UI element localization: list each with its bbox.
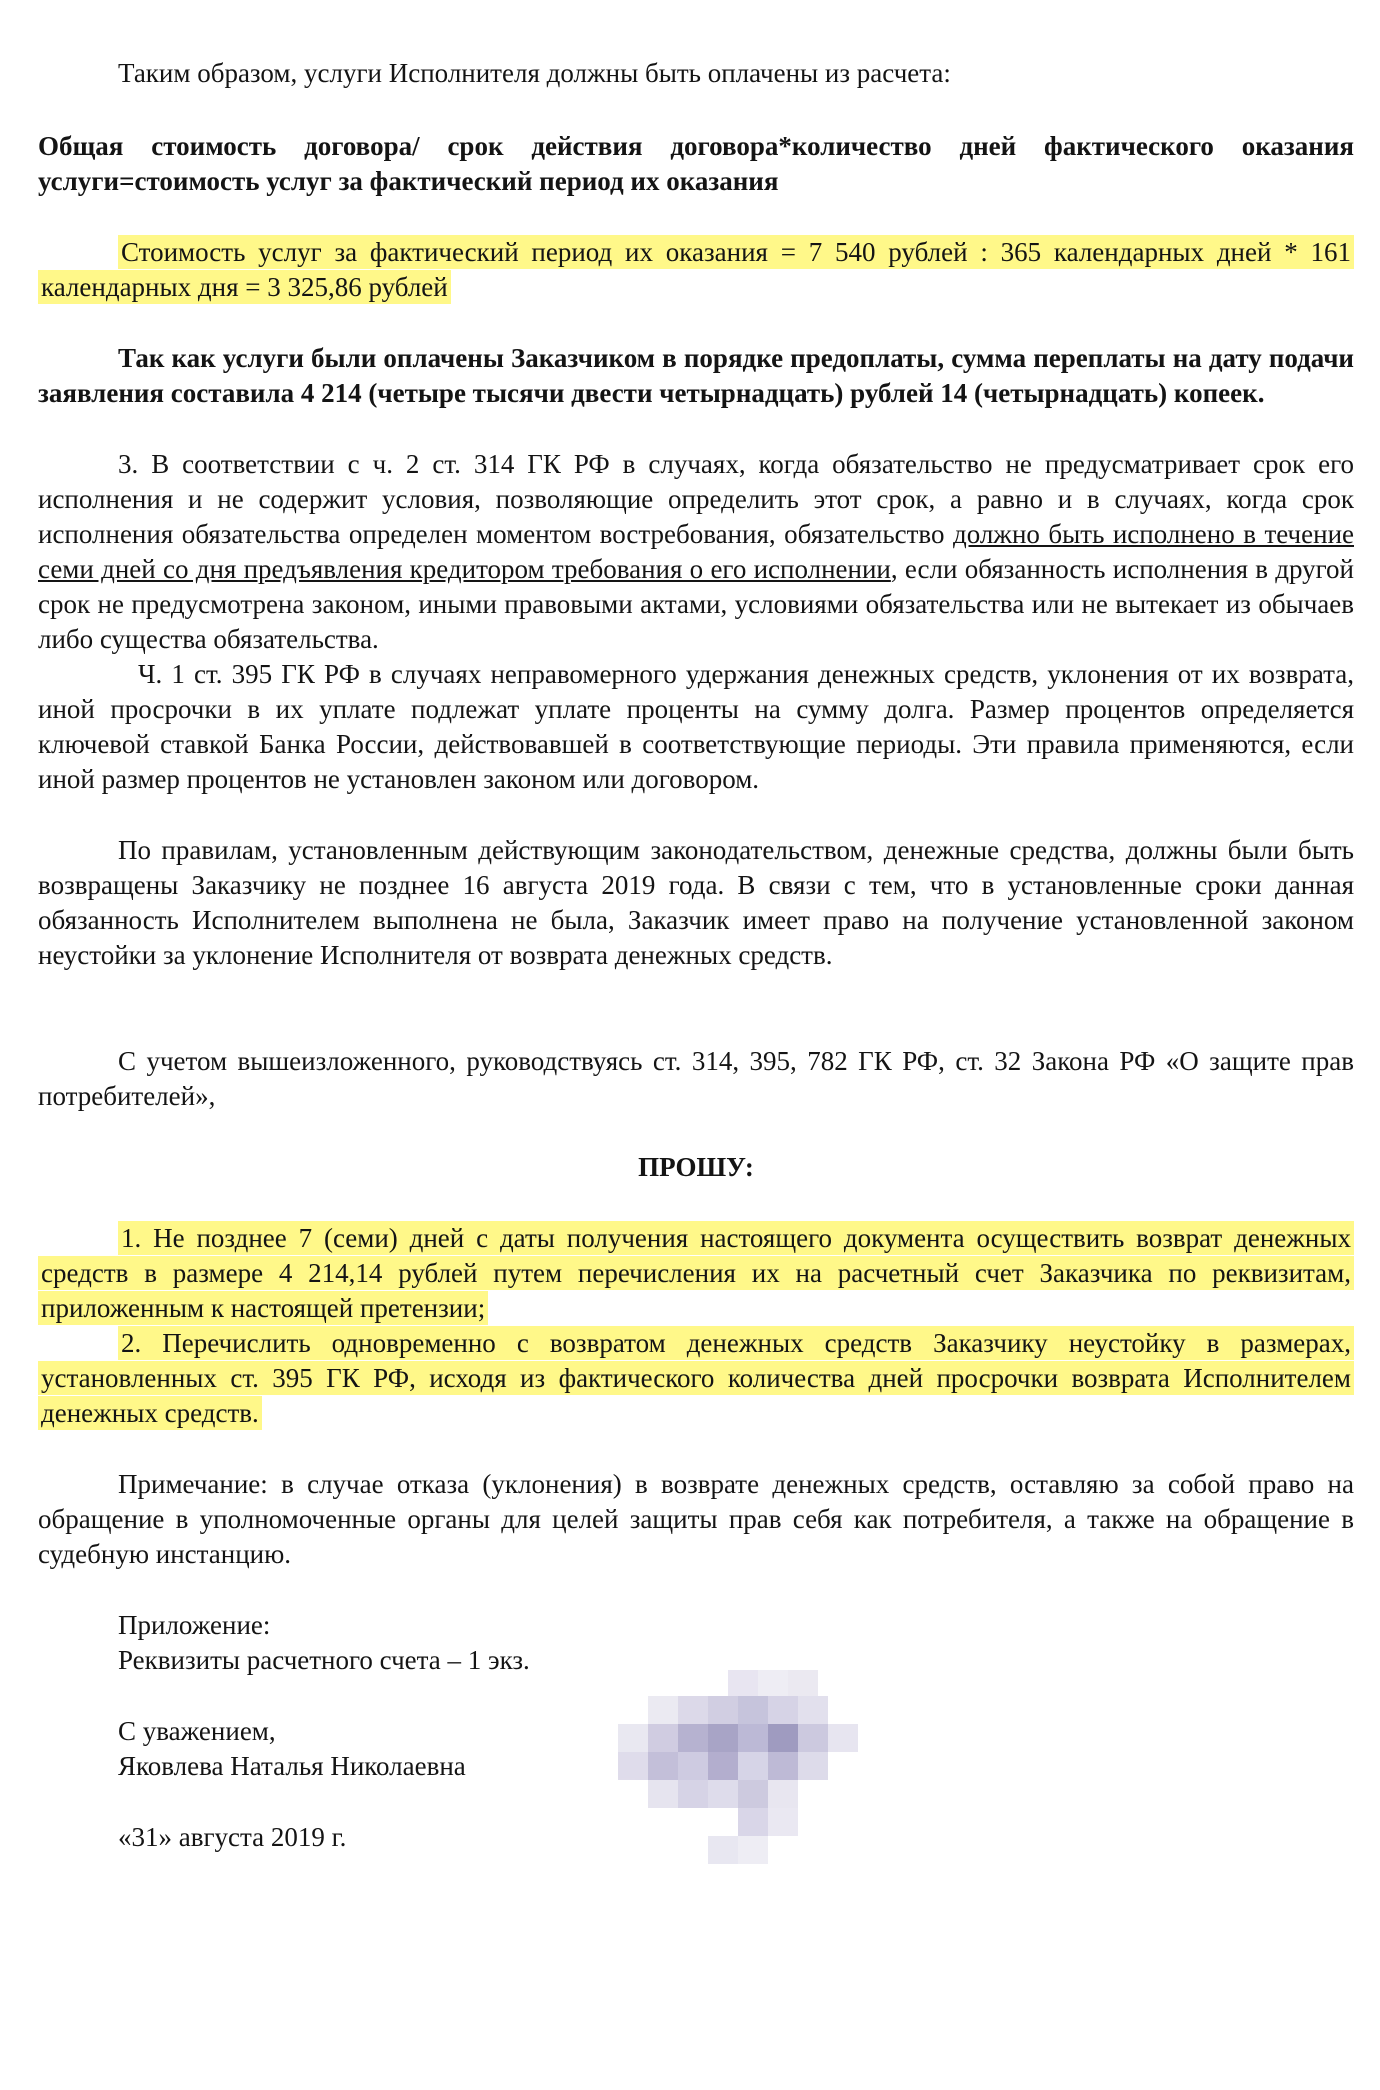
signature-block (38, 1714, 1354, 1784)
overpayment-paragraph: Так как услуги были оплачены Заказчиком в порядке предоплаты, сумма переплаты на дату подачи заявления составила 4 214 (четыре тысячи двести четырнадцать) рублей 14 (четырнадцать) копеек. (38, 343, 1354, 408)
legal-basis-paragraph: С учетом вышеизложенного, руководствуясь ст. 314, 395, 782 ГК РФ, ст. 32 Закона РФ «О защите прав потребителей», (38, 1046, 1354, 1111)
article-395-paragraph: Ч. 1 ст. 395 ГК РФ в случаях неправомерного удержания денежных средств, уклонения от их возврата, иной просрочки в их уплате подлежат уплате проценты на сумму долга. Размер процентов определяется ключевой ставкой Банка России, действовавшей в соответствующие периоды. Эти правила применяются, если иной размер процентов не установлен законом или договором. (38, 659, 1354, 794)
article-314-paragraph (38, 447, 1354, 657)
article-314-text-start: 3. В соответствии с ч. 2 ст. 314 ГК РФ в случаях, когда обязательство не предусматривает срок его исполнения и не содержит условия, позволяющие определить этот срок, а равно и в случаях, когда срок исполнения обязательства определен моментом востребования, обязательство (38, 449, 1354, 549)
refund-deadline-paragraph: По правилам, установленным действующим законодательством, денежные средства, должны были быть возвращены Заказчику не позднее 16 августа 2019 года. В связи с тем, что в установленные сроки данная обязанность Исполнителем выполнена не была, Заказчик имеет право на получение установленной законом неустойки за уклонение Исполнителя от возврата денежных средств. (38, 835, 1354, 970)
regards-text: С уважением, (118, 1716, 276, 1746)
intro-paragraph: Таким образом, услуги Исполнителя должны быть оплачены из расчета: (118, 58, 951, 88)
request-title: ПРОШУ: (638, 1152, 754, 1182)
request-item-2 (38, 1326, 1354, 1431)
calculation-paragraph (38, 235, 1354, 305)
request-item-2-highlight: 2. Перечислить одновременно с возвратом денежных средств Заказчику неустойку в размерах, установленных ст. 395 ГК РФ, исходя из фактического количества дней просрочки возврата Исполнителем денежных средств. (38, 1326, 1354, 1430)
article-314-text-end: , если обязанность исполнения в другой срок не предусмотрена законом, иными правовыми актами, условиями обязательства или не вытекает из обычаев либо существа обязательства. (38, 554, 1354, 654)
formula-paragraph: Общая стоимость договора/ срок действия договора*количество дней фактического оказания услуги=стоимость услуг за фактический период их оказания (38, 131, 1354, 196)
request-item-1-highlight: 1. Не позднее 7 (семи) дней с даты получения настоящего документа осуществить возврат денежных средств в размере 4 214,14 рублей путем перечисления их на расчетный счет Заказчика по реквизитам, приложенным к настоящей претензии; (38, 1221, 1354, 1325)
attachment-title: Приложение: (118, 1610, 271, 1640)
article-314-underlined: должно быть исполнено в течение семи дней со дня предъявления кредитором требования о его исполнении (38, 519, 1354, 584)
blurred-signature-icon (618, 1670, 898, 1880)
calculation-highlight: Стоимость услуг за фактический период их оказания = 7 540 рублей : 365 календарных дней * 161 календарных дня = 3 325,86 рублей (38, 235, 1354, 304)
attachment-item: Реквизиты расчетного счета – 1 экз. (118, 1645, 530, 1675)
note-paragraph: Примечание: в случае отказа (уклонения) в возврате денежных средств, оставляю за собой право на обращение в уполномоченные органы для целей защиты прав себя как потребителя, а также на обращение в судебную инстанцию. (38, 1469, 1354, 1569)
document-date: «31» августа 2019 г. (118, 1822, 347, 1852)
signer-name: Яковлева Наталья Николаевна (118, 1751, 466, 1781)
request-item-1 (38, 1221, 1354, 1326)
